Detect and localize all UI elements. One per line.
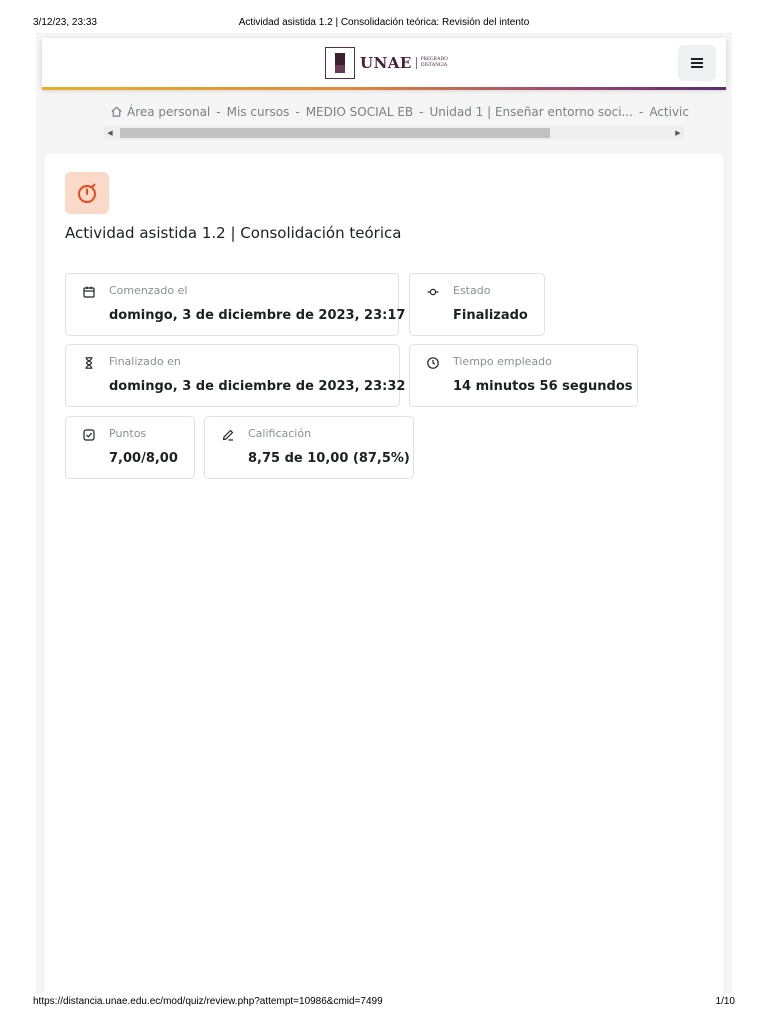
calendar-icon: [82, 285, 96, 299]
logo-emblem-icon: [325, 47, 355, 79]
logo-subtitle: [416, 57, 448, 69]
logo-subtitle-line-2: DISTANCIA: [420, 63, 448, 68]
breadcrumb-item-area-personal[interactable]: Área personal: [127, 105, 211, 119]
page-title: Actividad asistida 1.2 | Consolidación teórica: [65, 224, 402, 242]
page-frame: [36, 33, 732, 993]
breadcrumb-item-course[interactable]: MEDIO SOCIAL EB: [305, 105, 414, 119]
print-page-number: 1/10: [715, 996, 735, 1007]
commit-icon: [426, 285, 440, 299]
unae-logo[interactable]: [325, 46, 448, 80]
logo-subtitle-line-1: PREGRADO: [420, 57, 448, 62]
time-taken-label: Tiempo empleado: [453, 355, 552, 368]
breadcrumb-item-activity[interactable]: Activic: [649, 105, 689, 119]
quiz-activity-icon: [65, 172, 109, 214]
grade-label: Calificación: [248, 427, 312, 440]
state-card: [409, 273, 545, 336]
finished-value: domingo, 3 de diciembre de 2023, 23:32: [109, 379, 406, 394]
print-footer: [0, 994, 768, 1024]
scrollbar-thumb[interactable]: [120, 128, 550, 138]
breadcrumb-separator: -: [295, 105, 300, 119]
grade-card: [204, 416, 414, 479]
started-card: [65, 273, 406, 336]
finished-label: Finalizado en: [109, 355, 181, 368]
hamburger-icon: [691, 56, 703, 71]
pencil-icon: [221, 428, 235, 442]
breadcrumb-item-mis-cursos[interactable]: Mis cursos: [226, 105, 290, 119]
started-label: Comenzado el: [109, 284, 188, 297]
state-value: Finalizado: [453, 308, 528, 323]
time-taken-value: 14 minutos 56 segundos: [453, 379, 633, 394]
print-page-title: Actividad asistida 1.2 | Consolidación teórica: Revisión del intento: [238, 17, 530, 28]
breadcrumb-separator: -: [638, 105, 644, 119]
home-icon: [110, 105, 123, 121]
marks-label: Puntos: [109, 427, 147, 440]
marks-card: [65, 416, 195, 479]
breadcrumb: [110, 105, 689, 121]
navbar-accent-bar: [42, 87, 726, 90]
time-taken-card: [409, 344, 638, 407]
checkbox-icon: [82, 428, 96, 442]
started-value: domingo, 3 de diciembre de 2023, 23:17: [109, 308, 406, 323]
stopwatch-icon: [76, 182, 98, 204]
scroll-left-icon[interactable]: ◀: [107, 129, 113, 137]
state-label: Estado: [453, 284, 491, 297]
marks-value: 7,00/8,00: [109, 451, 178, 466]
clock-icon: [426, 356, 440, 370]
top-navbar: [42, 38, 726, 88]
breadcrumb-separator: -: [419, 105, 424, 119]
breadcrumb-scrollbar[interactable]: [104, 126, 684, 140]
main-content: [45, 154, 723, 999]
finished-card: [65, 344, 406, 407]
hourglass-icon: [82, 356, 96, 370]
scroll-right-icon[interactable]: ▶: [675, 129, 681, 137]
breadcrumb-separator: -: [216, 105, 221, 119]
logo-text: UNAE: [360, 54, 412, 72]
breadcrumb-item-unit[interactable]: Unidad 1 | Enseñar entorno soci...: [429, 105, 633, 119]
grade-value: 8,75 de 10,00 (87,5%): [248, 451, 410, 466]
print-url: https://distancia.unae.edu.ec/mod/quiz/review.php?attempt=10986&cmid=7499: [33, 996, 383, 1007]
print-datetime: 3/12/23, 23:33: [33, 17, 97, 28]
menu-button[interactable]: [678, 45, 716, 81]
